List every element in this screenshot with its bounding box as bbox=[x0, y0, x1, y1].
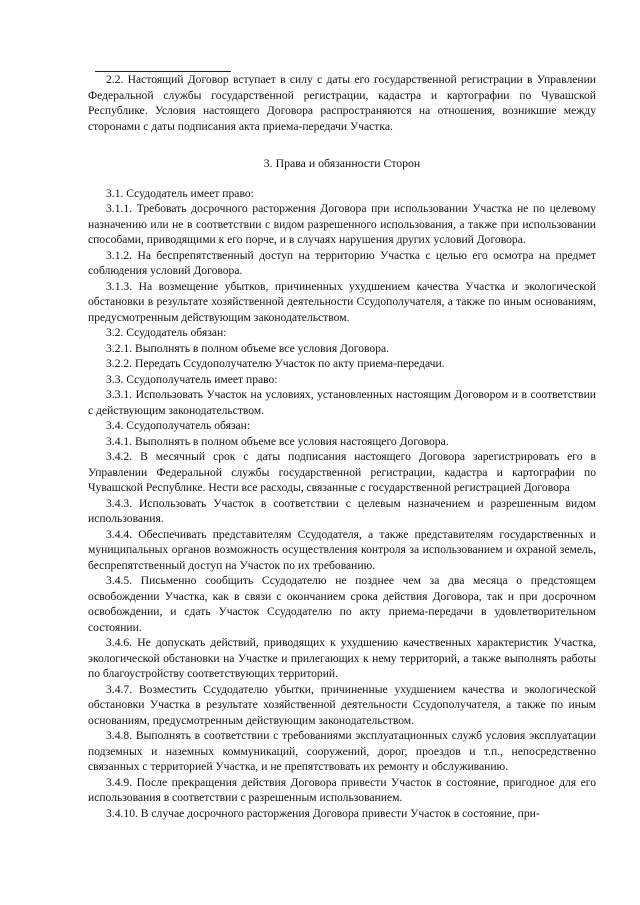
clause-3-1-2: 3.1.2. На беспрепятственный доступ на территорию Участка с целью его осмотра на предмет соблюдения условий Договора. bbox=[88, 248, 596, 277]
clause-3-1-3: 3.1.3. На возмещение убытков, причиненных ухудшением качества Участка и экологической обстановки в результате хозяйственной деятельности Ссудополучателя, а также по иным основаниям, предусмотренным действующим законодательством. bbox=[88, 279, 596, 324]
section-heading: 3. Права и обязанности Сторон bbox=[263, 156, 421, 170]
document-page bbox=[88, 60, 596, 821]
clause-3-2-1: 3.2.1. Выполнять в полном объеме все условия Договора. bbox=[106, 341, 390, 355]
clause-3-3-1: 3.3.1. Использовать Участок на условиях, установленных настоящим Договором и в соответствии с действующим законодательством. bbox=[88, 388, 596, 417]
clause-3-4-6: 3.4.6. Не допускать действий, приводящих к ухудшению качественных характеристик Участка, экологической обстановки на Участке и прилегающих к нему территорий, а также выполнять работы по благоустройству соответствующих территорий. bbox=[88, 636, 596, 680]
clause-3-2: 3.2. Ссудодатель обязан: bbox=[106, 326, 227, 339]
clause-3-4-2: 3.4.2. В месячный срок с даты подписания настоящего Договора зарегистрировать его в Управлении Федеральной службы государственной регистрации, кадастра и картографии по Чувашской Республике. Нести все расходы, связанные с государственной регистрацией Договора bbox=[88, 450, 596, 494]
clause-3-1-1: 3.1.1. Требовать досрочного расторжения Договора при использовании Участка не по целевому назначению или не в соответствии с видом разрешенного использования, а также при использовании способами, приводящими к его порче, и в случаях нарушения других условий Договора. bbox=[88, 202, 596, 246]
clause-3-1: 3.1. Ссудодатель имеет право: bbox=[106, 186, 254, 200]
clause-3-4-7: 3.4.7. Возместить Ссудодателю убытки, причиненные ухудшением качества и экологической обстановки Участка в результате хозяйственной деятельности Ссудополучателя, а также по иным основаниям, предусмотренным действующим законодательством. bbox=[88, 682, 596, 727]
clause-3-4-4: 3.4.4. Обеспечивать представителям Ссудодателя, а также представителям государственных и муниципальных органов возможность осуществления контроля за использованием и охраной земель, беспрепятственный доступ на Участок по их требованию. bbox=[88, 527, 596, 572]
clause-3-4-10: 3.4.10. В случае досрочного расторжения Договора привести Участок в состояние, при- bbox=[106, 806, 540, 820]
intro-paragraph: 2.2. Настоящий Договор вступает в силу с даты его государственной регистрации в Управлении Федеральной службы государственной регистрации, кадастра и картографии по Чувашской Республике. Условия настоящего Договора распространяются на отношения, возникшие между сторонами с даты подписания акта приема-передачи Участка. bbox=[88, 73, 596, 133]
clause-3-4-5: 3.4.5. Письменно сообщить Ссудодателю не позднее чем за два месяца о предстоящем освобождении Участка, как в связи с окончанием срока действия Договора, так и при досрочном освобождении, и сдать Участок Ссудодателю по акту приема-передачи в удовлетворительном состоянии. bbox=[88, 574, 596, 634]
clause-3-4-3: 3.4.3. Использовать Участок в соответствии с целевым назначением и разрешенным видом использования. bbox=[88, 496, 596, 525]
clause-3-2-2: 3.2.2. Передать Ссудополучателю Участок по акту приема-передачи. bbox=[106, 357, 445, 370]
clause-3-3: 3.3. Ссудополучатель имеет право: bbox=[106, 372, 278, 386]
clauses bbox=[88, 186, 596, 822]
clause-3-4-9: 3.4.9. После прекращения действия Договора привести Участок в состояние, пригодное для его использования в соответствии с разрешенным использованием. bbox=[88, 775, 596, 804]
clause-3-4-8: 3.4.8. Выполнять в соответствии с требованиями эксплуатационных служб условия эксплуатации подземных и наземных коммуникаций, сооружений, дорог, проездов и т.п., непосредственно связанных с территорией Участка, и не препятствовать их ремонту и обслуживанию. bbox=[88, 729, 596, 773]
clause-3-4: 3.4. Ссудополучатель обязан: bbox=[106, 419, 251, 432]
clause-3-4-1: 3.4.1. Выполнять в полном объеме все условия настоящего Договора. bbox=[106, 434, 449, 448]
